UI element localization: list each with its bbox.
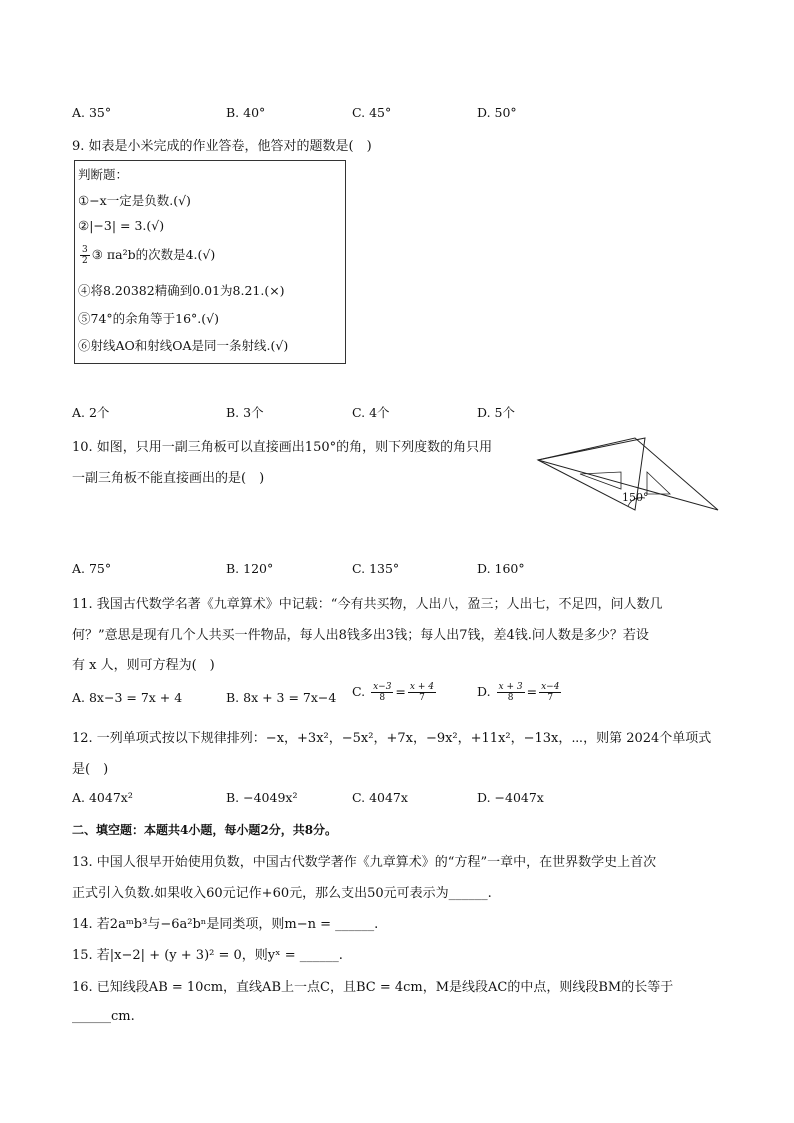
q9-option-a: A. 2个	[72, 405, 110, 420]
q9-item-4: ④将8.20382精确到0.01为8.21.(×)	[78, 283, 285, 298]
q9-box-title: 判断题：	[78, 167, 129, 182]
q11-option-b: B. 8x + 3 = 7x−4	[226, 690, 337, 705]
q9-item-1: ①−x一定是负数.(√)	[78, 193, 191, 208]
q10-option-d: D. 160°	[477, 561, 525, 576]
q14: 14. 若2aᵐb³与−6a²bⁿ是同类项，则m−n = ______.	[72, 917, 379, 932]
q12-line-2: 是( )	[72, 762, 109, 777]
q10-option-a: A. 75°	[72, 561, 112, 576]
q12-option-b: B. −4049x²	[226, 790, 298, 805]
q11-line-2: 何？”意思是现有几个人共买一件物品，每人出8钱多出3钱；每人出7钱，差4钱.问人数是多少？若设	[72, 628, 649, 643]
q8-option-c: C. 45°	[352, 105, 392, 120]
section-2-heading: 二、填空题：本题共4小题，每小题2分，共8分。	[72, 823, 338, 837]
q16-line-2: ______cm.	[72, 1009, 135, 1024]
q12-line-1: 12. 一列单项式按以下规律排列：−x，+3x²，−5x²，+7x，−9x²，+11x²，−13x，⋯，则第 2024个单项式	[72, 731, 712, 746]
q10-line-1: 10. 如图，只用一副三角板可以直接画出150°的角，则下列度数的角只用	[72, 440, 493, 455]
q10-line-2: 一副三角板不能直接画出的是( )	[72, 471, 265, 486]
q9-item-3-fraction: $\frac{3}{2}$	[82, 245, 88, 266]
q9-stem: 9. 如表是小米完成的作业答卷，他答对的题数是( )	[72, 139, 372, 154]
q9-item-6: ⑥射线AO和射线OA是同一条射线.(√)	[78, 338, 289, 353]
q8-option-a: A. 35°	[72, 105, 112, 120]
angle-label: 150°	[622, 491, 649, 504]
q13-line-1: 13. 中国人很早开始使用负数，中国古代数学著作《九章算术》的“方程”一章中，在世界数学史上首次	[72, 855, 657, 870]
q8-option-b: B. 40°	[226, 105, 266, 120]
q11-option-a: A. 8x−3 = 7x + 4	[72, 690, 183, 705]
q9-option-c: C. 4个	[352, 405, 390, 420]
q9-item-5: ⑤74°的余角等于16°.(√)	[78, 311, 220, 326]
q10-option-b: B. 120°	[226, 561, 274, 576]
q12-option-c: C. 4047x	[352, 790, 408, 805]
q11-option-d: D. $\frac{x + 3}{8}$ = $\frac{x-4}{7}$	[477, 682, 560, 703]
q9-item-2: ②|−3| = 3.(√)	[78, 218, 165, 233]
q15: 15. 若|x−2| + (y + 3)² = 0，则yˣ = ______.	[72, 948, 343, 963]
triangle-ruler-figure	[535, 432, 725, 514]
q16-line-1: 16. 已知线段AB = 10cm，直线AB上一点C，且BC = 4cm，M是线段AC的中点，则线段BM的长等于	[72, 980, 674, 995]
small-triangle-inner	[647, 472, 670, 494]
q11-line-1: 11. 我国古代数学名著《九章算术》中记载：“今有共买物，人出八，盈三；人出七，不足四，问人数几	[72, 597, 663, 612]
q12-option-d: D. −4047x	[477, 790, 544, 805]
q9-option-d: D. 5个	[477, 405, 515, 420]
q9-answer-box	[74, 160, 346, 364]
q11-option-c: C. $\frac{x-3}{8}$ = $\frac{x + 4}{7}$	[352, 682, 434, 703]
q12-option-a: A. 4047x²	[72, 790, 133, 805]
q9-item-3: $\frac{3}{2}$ ③ πa²b的次数是4.(√)	[82, 245, 216, 266]
large-triangle-inner	[580, 472, 621, 489]
q11-line-3: 有 x 人，则可方程为( )	[72, 658, 215, 673]
q13-line-2: 正式引入负数.如果收入60元记作+60元，那么支出50元可表示为______.	[72, 886, 492, 901]
q10-option-c: C. 135°	[352, 561, 400, 576]
q8-option-d: D. 50°	[477, 105, 517, 120]
q9-option-b: B. 3个	[226, 405, 264, 420]
